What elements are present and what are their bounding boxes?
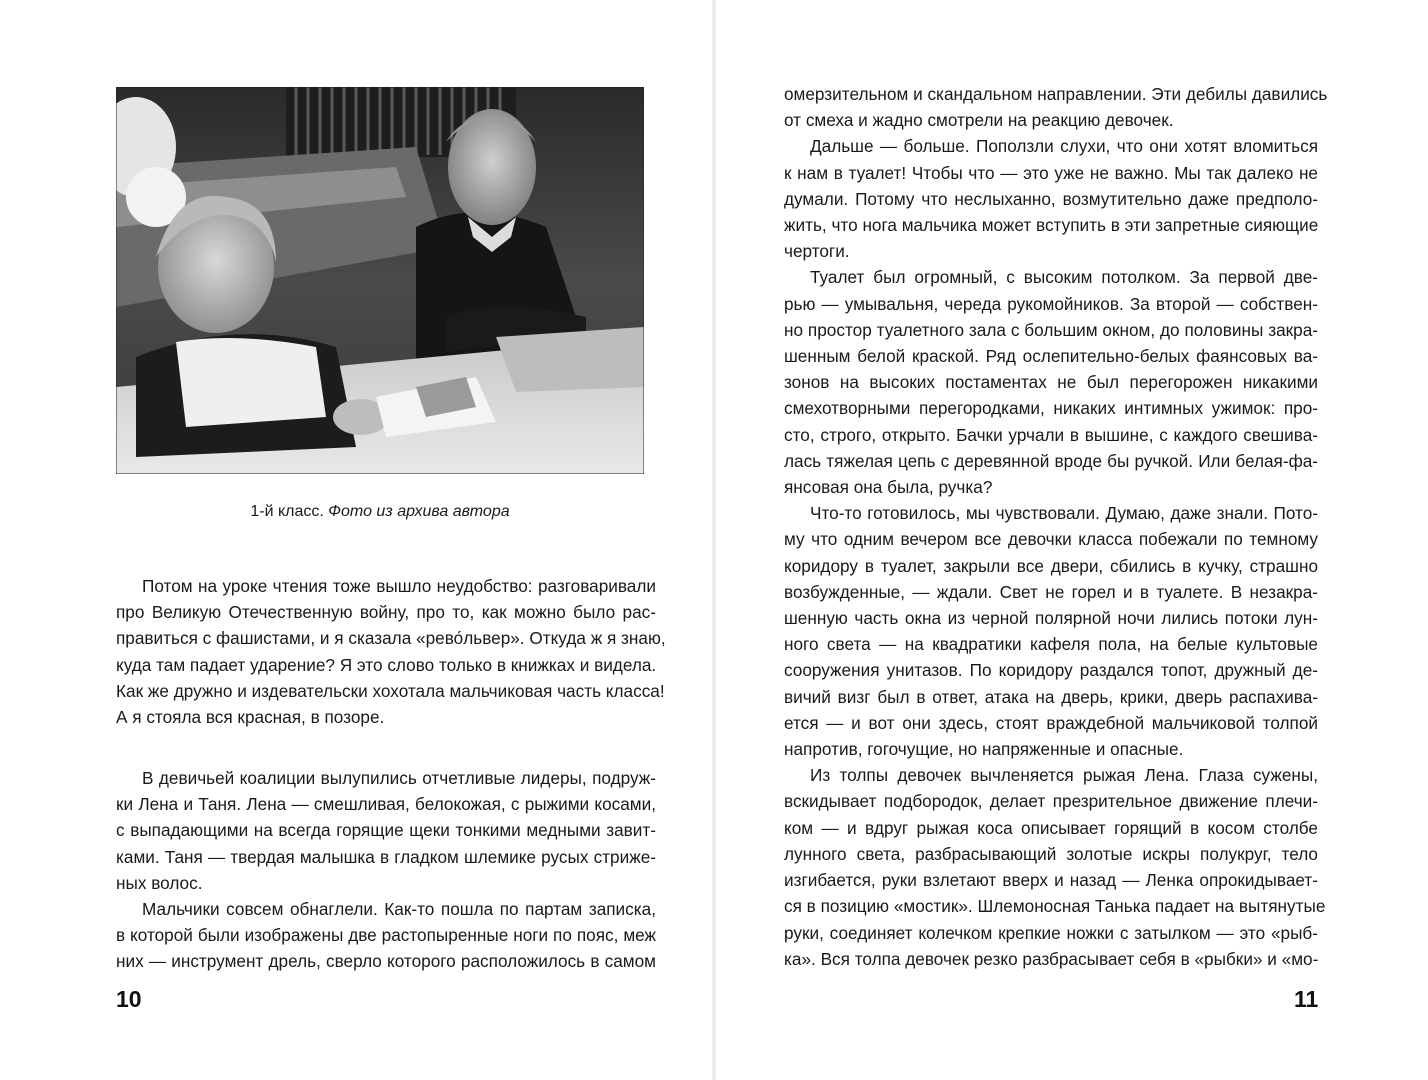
text-line: сооружения унитазов. По коридору раздался топот, дружный де- bbox=[784, 660, 1318, 681]
text-line: омерзительном и скандальном направлении. Эти дебилы давились bbox=[784, 84, 1328, 104]
text-line: ных волос. bbox=[116, 872, 203, 893]
text-line: возбужденные, — ждали. Свет не горел и в туалете. В незакра- bbox=[784, 581, 1318, 602]
text-line: му что одним вечером все девочки класса побежали по темному bbox=[784, 529, 1318, 550]
text-line: думали. Потому что неслыханно, возмутительно даже предполо- bbox=[784, 188, 1318, 209]
text-line: Туалет был огромный, с высоким потолком. За первой две- bbox=[810, 267, 1318, 288]
text-line: вичий визг был в ответ, атака на дверь, крики, дверь распахива- bbox=[784, 686, 1318, 707]
text-line: с выпадающими на всегда горящие щеки тонкими медными завит- bbox=[116, 820, 656, 841]
page-number: 11 bbox=[1294, 986, 1319, 1012]
text-line: А я стояла вся красная, в позоре. bbox=[116, 707, 385, 728]
text-line: ками. Таня — твердая малышка в гладком шлемике русых стриже- bbox=[116, 846, 656, 867]
text-line: изгибается, руки взлетают вверх и назад — Ленка опрокидывает- bbox=[784, 870, 1318, 891]
text-line: чертоги. bbox=[784, 241, 850, 262]
text-line: ком — и вдруг рыжая коса описывает горящий в косом столбе bbox=[784, 817, 1318, 838]
left-paragraphs-2-3 bbox=[116, 765, 656, 975]
photo-caption bbox=[116, 503, 644, 521]
text-line: шенным белой краской. Ряд ослепительно-белых фаянсовых ва- bbox=[784, 346, 1318, 367]
classroom-photo bbox=[116, 87, 644, 474]
text-line: шенную часть окна из черной полярной ночи лились потоки лун- bbox=[784, 608, 1318, 629]
text-line: вскидывает подбородок, делает презрительное движение плечи- bbox=[784, 791, 1318, 812]
text-line: напротив, гогочущие, но напряженные и опасные. bbox=[784, 739, 1184, 760]
text-line: от смеха и жадно смотрели на реакцию девочек. bbox=[784, 110, 1174, 131]
text-line: зонов на высоких постаментах не был перегорожен никакими bbox=[784, 372, 1318, 393]
text-line: куда там падает ударение? Я это слово только в книжках и видела. bbox=[116, 654, 657, 675]
photo-illustration-icon bbox=[116, 87, 644, 474]
text-line: Как же дружно и издевательски хохотала мальчиковая часть класса! bbox=[116, 680, 665, 701]
text-line: ется — и вот они здесь, стоят враждебной мальчиковой толпой bbox=[784, 712, 1318, 733]
text-line: но простор туалетного зала с большим окном, до половины закра- bbox=[784, 319, 1318, 340]
text-line: про Великую Отечественную войну, про то, как можно было рас- bbox=[116, 602, 656, 623]
caption-credit: Фото из архива автора bbox=[328, 503, 510, 520]
text-line: жить, что нога мальчика может вступить в эти запретные сияющие bbox=[784, 215, 1319, 236]
left-paragraph-1 bbox=[116, 573, 666, 730]
text-line: рью — умывальня, череда рукомойников. За второй — собствен- bbox=[784, 293, 1318, 314]
text-line: них — инструмент дрель, сверло которого расположилось в самом bbox=[116, 951, 656, 972]
text-line: Из толпы девочек вычленяется рыжая Лена. Глаза сужены, bbox=[810, 765, 1318, 786]
text-line: ка». Вся толпа девочек резко разбрасывает себя в «рыбки» и «мо- bbox=[784, 948, 1319, 969]
text-line: смехотворными перегородками, никаких интимных ужимок: про- bbox=[784, 398, 1318, 419]
right-text bbox=[784, 81, 1328, 972]
page-number: 10 bbox=[116, 986, 142, 1012]
caption-text: 1-й класс. bbox=[250, 503, 329, 520]
text-line: коридору в туалет, закрыли все двери, сбились в кучку, страшно bbox=[784, 555, 1318, 576]
text-line: лунного света, разбрасывающий золотые искры полукруг, тело bbox=[784, 843, 1318, 864]
text-line: В девичьей коалиции вылупились отчетливые лидеры, подруж- bbox=[142, 768, 656, 788]
text-line: Что-то готовилось, мы чувствовали. Думаю, даже знали. Пото- bbox=[810, 503, 1318, 524]
text-line: Потом на уроке чтения тоже вышло неудобство: разговаривали bbox=[142, 576, 656, 596]
text-line: ки Лена и Таня. Лена — смешливая, белокожая, с рыжими косами, bbox=[116, 794, 656, 815]
text-line: правиться с фашистами, и я сказала «рево́львер». Откуда ж я знаю, bbox=[116, 628, 666, 649]
text-line: сто, строго, открыто. Бачки урчали в вышине, с каждого свешива- bbox=[784, 424, 1318, 445]
text-line: лась тяжелая цепь с деревянной вроде бы ручкой. Или белая-фа- bbox=[784, 450, 1318, 471]
text-line: Дальше — больше. Поползли слухи, что они хотят вломиться bbox=[810, 136, 1318, 157]
text-line: ся в позицию «мостик». Шлемоносная Танька падает на вытянутые bbox=[784, 896, 1326, 917]
text-line: в которой были изображены две растопыренные ноги по пояс, меж bbox=[116, 925, 656, 946]
text-line: янсовая она была, ручка? bbox=[784, 477, 993, 498]
text-line: руки, соединяет колечком крепкие ножки с затылком — это «рыб- bbox=[784, 922, 1318, 943]
text-line: Мальчики совсем обнаглели. Как-то пошла по партам записка, bbox=[142, 899, 656, 920]
text-line: ного света — на квадратики кафеля пола, на белые культовые bbox=[784, 634, 1318, 655]
text-line: к нам в туалет! Чтобы что — это уже не важно. Мы так далеко не bbox=[784, 162, 1318, 183]
